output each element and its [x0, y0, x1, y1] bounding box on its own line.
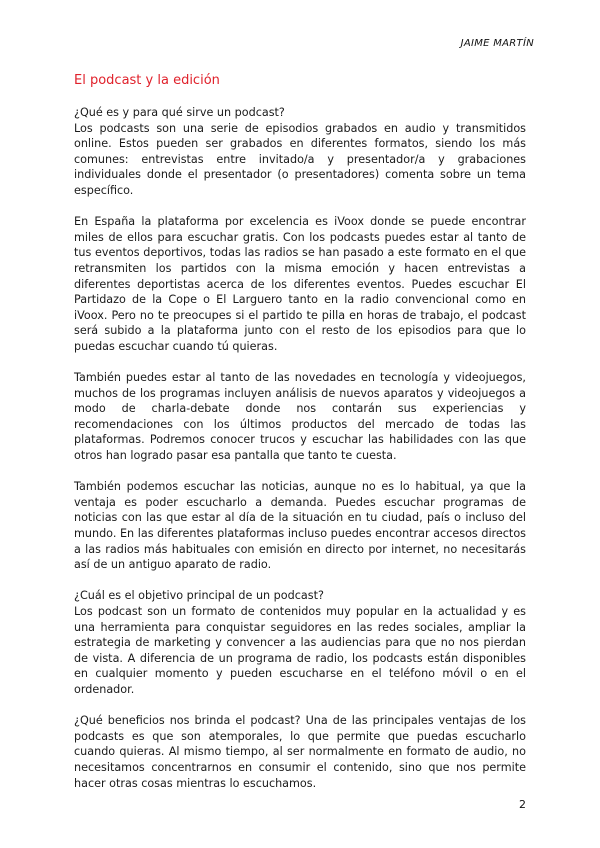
paragraph: También puedes estar al tanto de las novedades en tecnología y videojuegos, muchos de los programas incluyen análisis de nuevos aparatos y videojuegos a modo de charla-debate donde nos contarán sus experiencias y recomendaciones con los últimos productos del mercado de todas las plataformas. Podremos conocer trucos y escuchar las habilidades con las que otros han logrado pasar esa pantalla que tanto te cuesta. [74, 371, 526, 463]
section-question: ¿Cuál es el objetivo principal de un podcast? [74, 589, 324, 603]
section-question: ¿Qué es y para qué sirve un podcast? [74, 106, 285, 119]
paragraph: También podemos escuchar las noticias, aunque no es lo habitual, ya que la ventaja es poder escucharlo a demanda. Puedes escuchar programas de noticias con las que estar al día de la situación en tu ciudad, país o incluso del mundo. En las diferentes plataformas incluso puedes encontrar accesos directos a las radios más habituales con emisión en directo por internet, no necesitarás así de un antiguo aparato de radio. [74, 480, 526, 572]
page-number: 2 [519, 798, 526, 811]
page-title: El podcast y la edición [74, 73, 220, 88]
paragraph: En España la plataforma por excelencia es iVoox donde se puede encontrar miles de ellos para escuchar gratis. Con los podcasts puedes estar al tanto de tus eventos deportivos, todas las radios se han pasado a este formato en el que retransmiten los partidos con la misma emoción y hacen entrevistas a diferentes deportistas acerca de los diferentes eventos. Puedes escuchar El Partidazo de la Cope o El Larguero tanto en la radio convencional como en iVoox. Pero no te preocupes si el partido te pilla en horas de trabajo, el podcast será subido a la plataforma junto con el resto de los episodios para que lo puedas escuchar cuando tú quieras. [74, 215, 526, 353]
paragraph: Los podcasts son una serie de episodios grabados en audio y transmitidos online. Estos pueden ser grabados en diferentes formatos, siendo los más comunes: entrevistas entre invitado/a y presentador/a y grabaciones individuales donde el presentador (o presentadores) comenta sobre un tema específico. [74, 121, 526, 197]
paragraph: Los podcast son un formato de contenidos muy popular en la actualidad y es una herramienta para conquistar seguidores en las redes sociales, ampliar la estrategia de marketing y convencer a las audiencias para que no nos pierdan de vista. A diferencia de un programa de radio, los podcasts están disponibles en cualquier momento y pueden escucharse en el teléfono móvil o en el ordenador. [74, 605, 526, 696]
document-body [74, 105, 526, 807]
author-header: JAIME MARTÍN [460, 38, 534, 49]
paragraph: ¿Qué beneficios nos brinda el podcast? Una de las principales ventajas de los podcasts es que son atemporales, lo que permite que puedas escucharlo cuando quieras. Al mismo tiempo, al ser normalmente en formato de audio, no necesitamos concentrarnos en consumir el contenido, sino que nos permite hacer otras cosas mientras lo escuchamos. [74, 714, 526, 790]
